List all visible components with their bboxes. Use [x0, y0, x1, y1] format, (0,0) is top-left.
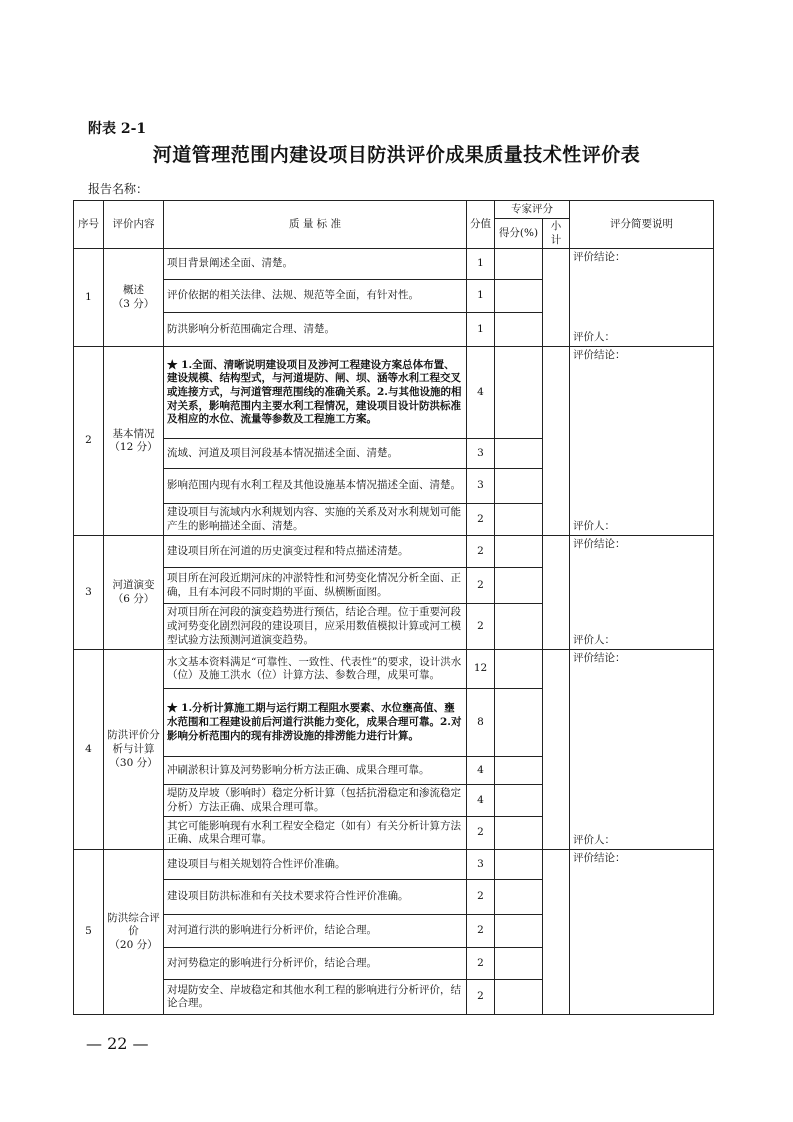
criteria-text: 影响范围内现有水利工程及其他设施基本情况描述全面、清楚。 [164, 469, 467, 504]
page-title: 河道管理范围内建设项目防洪评价成果质量技术性评价表 [152, 144, 641, 166]
table-row [74, 650, 714, 689]
criteria-text: 防洪影响分析范围确定合理、清楚。 [164, 313, 467, 347]
score-value: 2 [467, 604, 495, 650]
criteria-text: 项目所在河段近期河床的冲淤特性和河势变化情况分析全面、正确，且有本河段不同时期的平面、纵横断面图。 [164, 568, 467, 604]
score-percent-cell[interactable] [495, 817, 543, 850]
criteria-text: 对项目所在河段的演变趋势进行预估，结论合理。位于重要河段或河势变化剧烈河段的建设项目，应采用数值模拟计算或河工模型试验方法预测河道演变趋势。 [164, 604, 467, 650]
header-percent: 得分(%) [495, 219, 543, 249]
score-percent-cell[interactable] [495, 249, 543, 280]
section-item [104, 850, 164, 1015]
section-item [104, 249, 164, 347]
appendix-label: 附表 2-1 [88, 121, 147, 137]
score-value: 2 [467, 504, 495, 536]
score-percent-cell[interactable] [495, 536, 543, 568]
score-value: 4 [467, 347, 495, 439]
criteria-text: 项目背景阐述全面、清楚。 [164, 249, 467, 280]
subtotal-cell[interactable] [543, 536, 570, 650]
header-item: 评价内容 [104, 201, 164, 249]
evaluator-label: 评价人： [573, 633, 615, 646]
section-item-points: （12 分） [109, 441, 158, 454]
page-number: — 22 — [86, 1034, 149, 1053]
score-percent-cell[interactable] [495, 347, 543, 439]
criteria-text: 水文基本资料满足“可靠性、一致性、代表性”的要求，设计洪水（位）及施工洪水（位）计算方法、参数合理，成果可靠。 [164, 650, 467, 689]
evaluator-label: 评价人： [573, 519, 615, 532]
score-value: 2 [467, 915, 495, 948]
criteria-text: 评价依据的相关法律、法规、规范等全面，有针对性。 [164, 280, 467, 313]
section-item-name: 防洪综合评价 [107, 911, 160, 938]
section-item-name: 基本情况 [112, 427, 155, 440]
criteria-text: 对堤防安全、岸坡稳定和其他水利工程的影响进行分析评价，结论合理。 [164, 980, 467, 1015]
evaluator-label: 评价人： [573, 330, 615, 343]
score-value: 8 [467, 689, 495, 757]
table-row [74, 850, 714, 880]
score-value: 1 [467, 249, 495, 280]
section-item-points: （6 分） [112, 592, 155, 605]
score-percent-cell[interactable] [495, 980, 543, 1015]
comment-cell[interactable] [570, 249, 714, 347]
comment-cell[interactable] [570, 536, 714, 650]
criteria-text: 建设项目与流域内水利规划内容、实施的关系及对水利规划可能产生的影响描述全面、清楚。 [164, 504, 467, 536]
report-name-label: 报告名称： [88, 182, 149, 196]
section-number: 1 [74, 249, 104, 347]
header-seq: 序号 [74, 201, 104, 249]
comment-cell[interactable] [570, 347, 714, 536]
table-row [74, 347, 714, 439]
score-value: 2 [467, 880, 495, 915]
section-number: 3 [74, 536, 104, 650]
score-percent-cell[interactable] [495, 880, 543, 915]
conclusion-label: 评价结论： [573, 538, 626, 551]
subtotal-cell[interactable] [543, 850, 570, 1015]
criteria-text: 对河道行洪的影响进行分析评价，结论合理。 [164, 915, 467, 948]
score-value: 2 [467, 980, 495, 1015]
section-number: 4 [74, 650, 104, 850]
score-value: 12 [467, 650, 495, 689]
score-percent-cell[interactable] [495, 948, 543, 980]
criteria-text: 其它可能影响现有水利工程安全稳定（如有）有关分析计算方法正确、成果合理可靠。 [164, 817, 467, 850]
table-header [74, 201, 714, 249]
criteria-text: 建设项目所在河道的历史演变过程和特点描述清楚。 [164, 536, 467, 568]
criteria-text: 流域、河道及项目河段基本情况描述全面、清楚。 [164, 439, 467, 469]
score-percent-cell[interactable] [495, 280, 543, 313]
score-value: 2 [467, 536, 495, 568]
score-percent-cell[interactable] [495, 850, 543, 880]
section-item-points: （3 分） [112, 297, 155, 310]
score-value: 4 [467, 757, 495, 785]
criteria-text: ★ 1.全面、清晰说明建设项目及涉河工程建设方案总体布置、建设规模、结构型式，与河道堤防、闸、坝、涵等水利工程交叉或连接方式，与河道管理范围线的准确关系。2.与其他设施的相对关系，影响范围内主要水利工程情况，建设项目设计防洪标准及相应的水位、流量等参数及工程施工方案。 [164, 347, 467, 439]
score-value: 1 [467, 313, 495, 347]
conclusion-label: 评价结论： [573, 652, 626, 665]
header-score: 分值 [467, 201, 495, 249]
score-percent-cell[interactable] [495, 469, 543, 504]
criteria-text: 建设项目与相关规划符合性评价准确。 [164, 850, 467, 880]
evaluation-table [73, 200, 714, 1015]
criteria-text: 冲刷淤积计算及河势影响分析方法正确、成果合理可靠。 [164, 757, 467, 785]
score-value: 2 [467, 568, 495, 604]
score-percent-cell[interactable] [495, 439, 543, 469]
score-value: 3 [467, 850, 495, 880]
table-body [74, 249, 714, 1015]
criteria-text: 对河势稳定的影响进行分析评价，结论合理。 [164, 948, 467, 980]
comment-cell[interactable] [570, 850, 714, 1015]
section-item-points: （30 分） [109, 756, 158, 769]
score-percent-cell[interactable] [495, 313, 543, 347]
section-number: 2 [74, 347, 104, 536]
score-value: 1 [467, 280, 495, 313]
score-percent-cell[interactable] [495, 915, 543, 948]
score-percent-cell[interactable] [495, 785, 543, 817]
subtotal-cell[interactable] [543, 650, 570, 850]
criteria-text: 建设项目防洪标准和有关技术要求符合性评价准确。 [164, 880, 467, 915]
score-value: 4 [467, 785, 495, 817]
score-percent-cell[interactable] [495, 689, 543, 757]
score-percent-cell[interactable] [495, 504, 543, 536]
conclusion-label: 评价结论： [573, 251, 626, 264]
score-percent-cell[interactable] [495, 604, 543, 650]
section-item [104, 536, 164, 650]
criteria-text: ★ 1.分析计算施工期与运行期工程阻水要素、水位壅高值、壅水范围和工程建设前后河道行洪能力变化，成果合理可靠。2.对影响分析范围内的现有排涝设施的排涝能力进行计算。 [164, 689, 467, 757]
header-expert: 专家评分 [495, 201, 570, 219]
section-number: 5 [74, 850, 104, 1015]
score-value: 2 [467, 817, 495, 850]
section-item [104, 347, 164, 536]
table-row [74, 536, 714, 568]
subtotal-cell[interactable] [543, 249, 570, 347]
header-subtotal: 小计 [543, 219, 570, 249]
score-value: 3 [467, 439, 495, 469]
header-criteria: 质 量 标 准 [164, 201, 467, 249]
conclusion-label: 评价结论： [573, 852, 626, 865]
score-value: 3 [467, 469, 495, 504]
score-percent-cell[interactable] [495, 568, 543, 604]
evaluator-label: 评价人： [573, 833, 615, 846]
subtotal-cell[interactable] [543, 347, 570, 536]
score-value: 2 [467, 948, 495, 980]
criteria-text: 堤防及岸坡（影响时）稳定分析计算（包括抗滑稳定和渗流稳定分析）方法正确、成果合理可靠。 [164, 785, 467, 817]
conclusion-label: 评价结论： [573, 349, 626, 362]
score-percent-cell[interactable] [495, 757, 543, 785]
comment-cell[interactable] [570, 650, 714, 850]
section-item-name: 防洪评价分析与计算 [107, 729, 160, 755]
table-row [74, 249, 714, 280]
section-item-name: 河道演变 [112, 579, 155, 592]
section-item [104, 650, 164, 850]
section-item-name: 概述 [123, 284, 144, 297]
score-percent-cell[interactable] [495, 650, 543, 689]
header-comment: 评分简要说明 [570, 201, 714, 249]
section-item-points: （20 分） [109, 939, 158, 952]
